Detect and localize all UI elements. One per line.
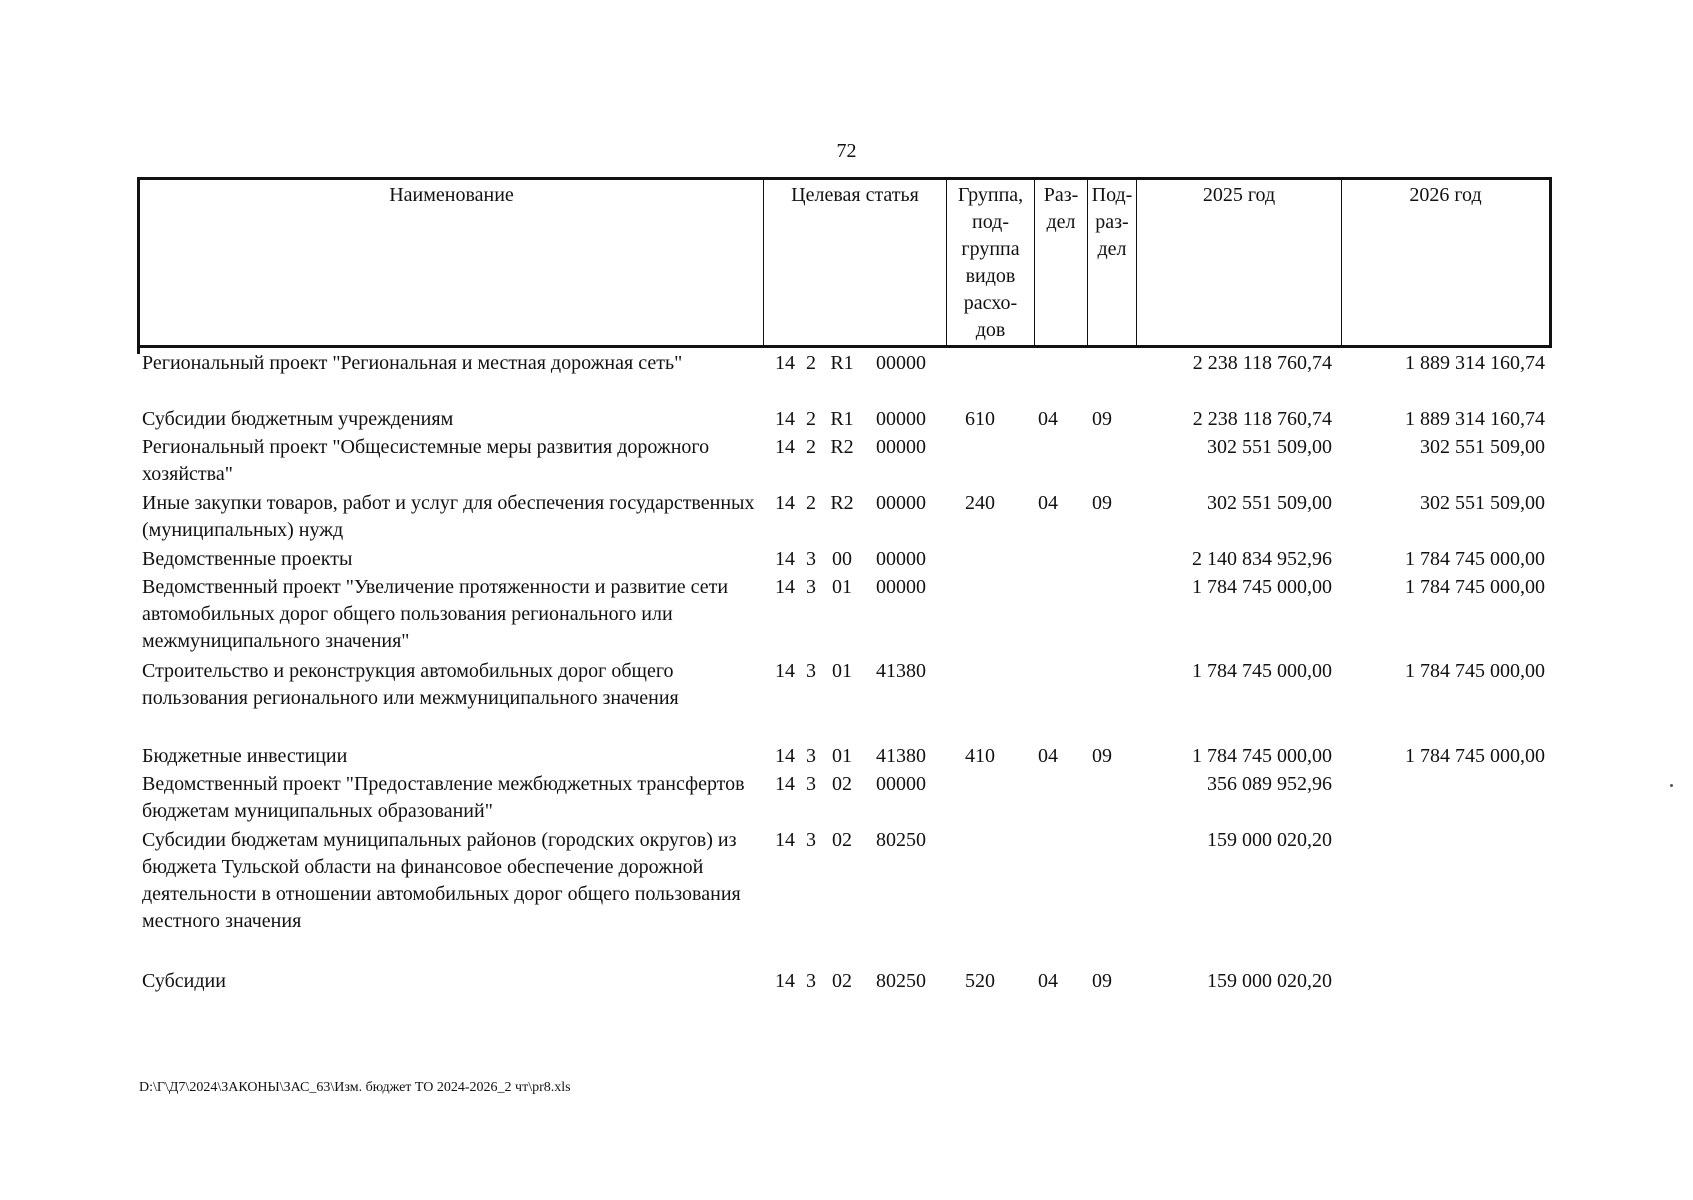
cell-code-d: 00000 bbox=[876, 352, 926, 374]
cell-2025: 356 089 952,96 bbox=[1207, 773, 1332, 795]
header-group bbox=[947, 179, 1035, 347]
row-name: Региональный проект "Общесистемные меры развития дорожного хозяйства" bbox=[142, 436, 710, 485]
header-target: Целевая статья bbox=[764, 179, 947, 347]
row-name: Строительство и реконструкция автомобильных дорог общего пользования регионального или межмуниципального значения bbox=[142, 660, 679, 709]
cell-2025: 1 784 745 000,00 bbox=[1192, 660, 1332, 682]
cell-2025: 1 784 745 000,00 bbox=[1192, 745, 1332, 767]
cell-code-d: 80250 bbox=[876, 829, 926, 851]
cell-2025: 302 551 509,00 bbox=[1207, 436, 1332, 458]
cell-razdel: 04 bbox=[1038, 408, 1058, 430]
cell-code-c: 01 bbox=[832, 745, 852, 767]
cell-code-b: 2 bbox=[806, 352, 816, 374]
cell-code-d: 00000 bbox=[876, 408, 926, 430]
cell-code-a: 14 bbox=[775, 576, 795, 598]
header-2025: 2025 год bbox=[1137, 179, 1342, 347]
cell-podrazdel: 09 bbox=[1092, 492, 1112, 514]
cell-code-a: 14 bbox=[775, 660, 795, 682]
cell-code-d: 00000 bbox=[876, 773, 926, 795]
cell-code-a: 14 bbox=[775, 352, 795, 374]
cell-podrazdel: 09 bbox=[1092, 408, 1112, 430]
header-podrazdel-line: дел bbox=[1097, 238, 1127, 260]
cell-code-b: 3 bbox=[806, 773, 816, 795]
header-razdel-line: Раз- bbox=[1043, 184, 1079, 206]
cell-code-c: 02 bbox=[832, 829, 852, 851]
cell-2025: 302 551 509,00 bbox=[1207, 492, 1332, 514]
header-razdel bbox=[1035, 179, 1088, 347]
table-header bbox=[137, 177, 1552, 348]
cell-code-b: 2 bbox=[806, 492, 816, 514]
cell-code-a: 14 bbox=[775, 970, 795, 992]
cell-2026: 302 551 509,00 bbox=[1420, 492, 1545, 514]
header-group-line: расхо- bbox=[963, 292, 1018, 314]
cell-2026: 1 784 745 000,00 bbox=[1405, 548, 1545, 570]
cell-code-c: 02 bbox=[832, 970, 852, 992]
cell-2025: 159 000 020,20 bbox=[1207, 829, 1332, 851]
table-left-border bbox=[137, 348, 140, 354]
header-group-line: дов bbox=[975, 319, 1006, 341]
cell-group: 520 bbox=[965, 970, 995, 992]
cell-2025: 2 238 118 760,74 bbox=[1192, 408, 1332, 430]
row-name: Иные закупки товаров, работ и услуг для обеспечения государственных (муниципальных) нужд bbox=[142, 492, 755, 541]
cell-code-a: 14 bbox=[775, 773, 795, 795]
cell-code-b: 3 bbox=[806, 745, 816, 767]
cell-2026: 302 551 509,00 bbox=[1420, 436, 1545, 458]
cell-code-b: 2 bbox=[806, 436, 816, 458]
cell-code-d: 00000 bbox=[876, 436, 926, 458]
cell-code-a: 14 bbox=[775, 492, 795, 514]
footer-file-path: D:\Г\Д7\2024\ЗАКОНЫ\ЗАС_63\Изм. бюджет ТО 2024-2026_2 чт\pr8.xls bbox=[139, 1080, 571, 1095]
cell-code-d: 00000 bbox=[876, 492, 926, 514]
row-name: Ведомственные проекты bbox=[142, 548, 353, 570]
cell-podrazdel: 09 bbox=[1092, 970, 1112, 992]
cell-code-b: 3 bbox=[806, 548, 816, 570]
header-podrazdel-line: раз- bbox=[1095, 211, 1129, 233]
cell-group: 410 bbox=[965, 745, 995, 767]
row-name: Региональный проект "Региональная и местная дорожная сеть" bbox=[142, 352, 683, 374]
cell-code-a: 14 bbox=[775, 745, 795, 767]
row-name: Субсидии бюджетным учреждениям bbox=[142, 408, 454, 430]
cell-2025: 2 140 834 952,96 bbox=[1192, 548, 1332, 570]
cell-code-a: 14 bbox=[775, 436, 795, 458]
cell-2025: 1 784 745 000,00 bbox=[1192, 576, 1332, 598]
header-podrazdel-line: Под- bbox=[1091, 184, 1133, 206]
cell-razdel: 04 bbox=[1038, 970, 1058, 992]
header-name: Наименование bbox=[139, 179, 764, 347]
cell-code-a: 14 bbox=[775, 408, 795, 430]
cell-2026: 1 889 314 160,74 bbox=[1405, 352, 1545, 374]
cell-code-d: 00000 bbox=[876, 576, 926, 598]
cell-group: 610 bbox=[965, 408, 995, 430]
header-group-line: Группа, bbox=[957, 184, 1024, 206]
cell-code-c: R2 bbox=[830, 436, 854, 458]
cell-group: 240 bbox=[965, 492, 995, 514]
row-name: Ведомственный проект "Предоставление межбюджетных трансфертов бюджетам муниципальных образований" bbox=[142, 773, 745, 822]
cell-2026: 1 784 745 000,00 bbox=[1405, 576, 1545, 598]
cell-code-d: 80250 bbox=[876, 970, 926, 992]
cell-code-c: R1 bbox=[830, 408, 854, 430]
cell-code-c: R1 bbox=[830, 352, 854, 374]
row-name: Субсидии бюджетам муниципальных районов (городских округов) из бюджета Тульской области на финансовое обеспечение дорожной деятельности в отношении автомобильных дорог общего пользования местного значения bbox=[142, 829, 741, 932]
cell-code-b: 3 bbox=[806, 970, 816, 992]
cell-code-d: 41380 bbox=[876, 745, 926, 767]
scan-dot bbox=[1670, 784, 1673, 787]
cell-2026: 1 889 314 160,74 bbox=[1405, 408, 1545, 430]
header-group-line: видов bbox=[965, 265, 1016, 287]
cell-code-c: 00 bbox=[832, 548, 852, 570]
page-number: 72 bbox=[836, 140, 857, 162]
cell-code-b: 3 bbox=[806, 660, 816, 682]
row-name: Ведомственный проект "Увеличение протяженности и развитие сети автомобильных дорог общего пользования регионального или межмуниципального значения" bbox=[142, 576, 729, 652]
cell-podrazdel: 09 bbox=[1092, 745, 1112, 767]
header-2026: 2026 год bbox=[1342, 179, 1551, 347]
cell-code-b: 3 bbox=[806, 576, 816, 598]
cell-code-a: 14 bbox=[775, 548, 795, 570]
cell-razdel: 04 bbox=[1038, 492, 1058, 514]
cell-code-a: 14 bbox=[775, 829, 795, 851]
cell-code-d: 00000 bbox=[876, 548, 926, 570]
header-group-line: под- bbox=[972, 211, 1009, 233]
cell-code-b: 2 bbox=[806, 408, 816, 430]
cell-code-c: 01 bbox=[832, 576, 852, 598]
header-podrazdel bbox=[1088, 179, 1137, 347]
cell-code-c: 01 bbox=[832, 660, 852, 682]
cell-2026: 1 784 745 000,00 bbox=[1405, 660, 1545, 682]
row-name: Бюджетные инвестиции bbox=[142, 745, 348, 767]
header-razdel-line: дел bbox=[1046, 211, 1076, 233]
row-name: Субсидии bbox=[142, 970, 226, 992]
cell-2025: 159 000 020,20 bbox=[1207, 970, 1332, 992]
header-group-line: группа bbox=[961, 238, 1020, 260]
cell-razdel: 04 bbox=[1038, 745, 1058, 767]
cell-code-d: 41380 bbox=[876, 660, 926, 682]
cell-2025: 2 238 118 760,74 bbox=[1192, 352, 1332, 374]
cell-2026: 1 784 745 000,00 bbox=[1405, 745, 1545, 767]
cell-code-c: 02 bbox=[832, 773, 852, 795]
cell-code-c: R2 bbox=[830, 492, 854, 514]
cell-code-b: 3 bbox=[806, 829, 816, 851]
